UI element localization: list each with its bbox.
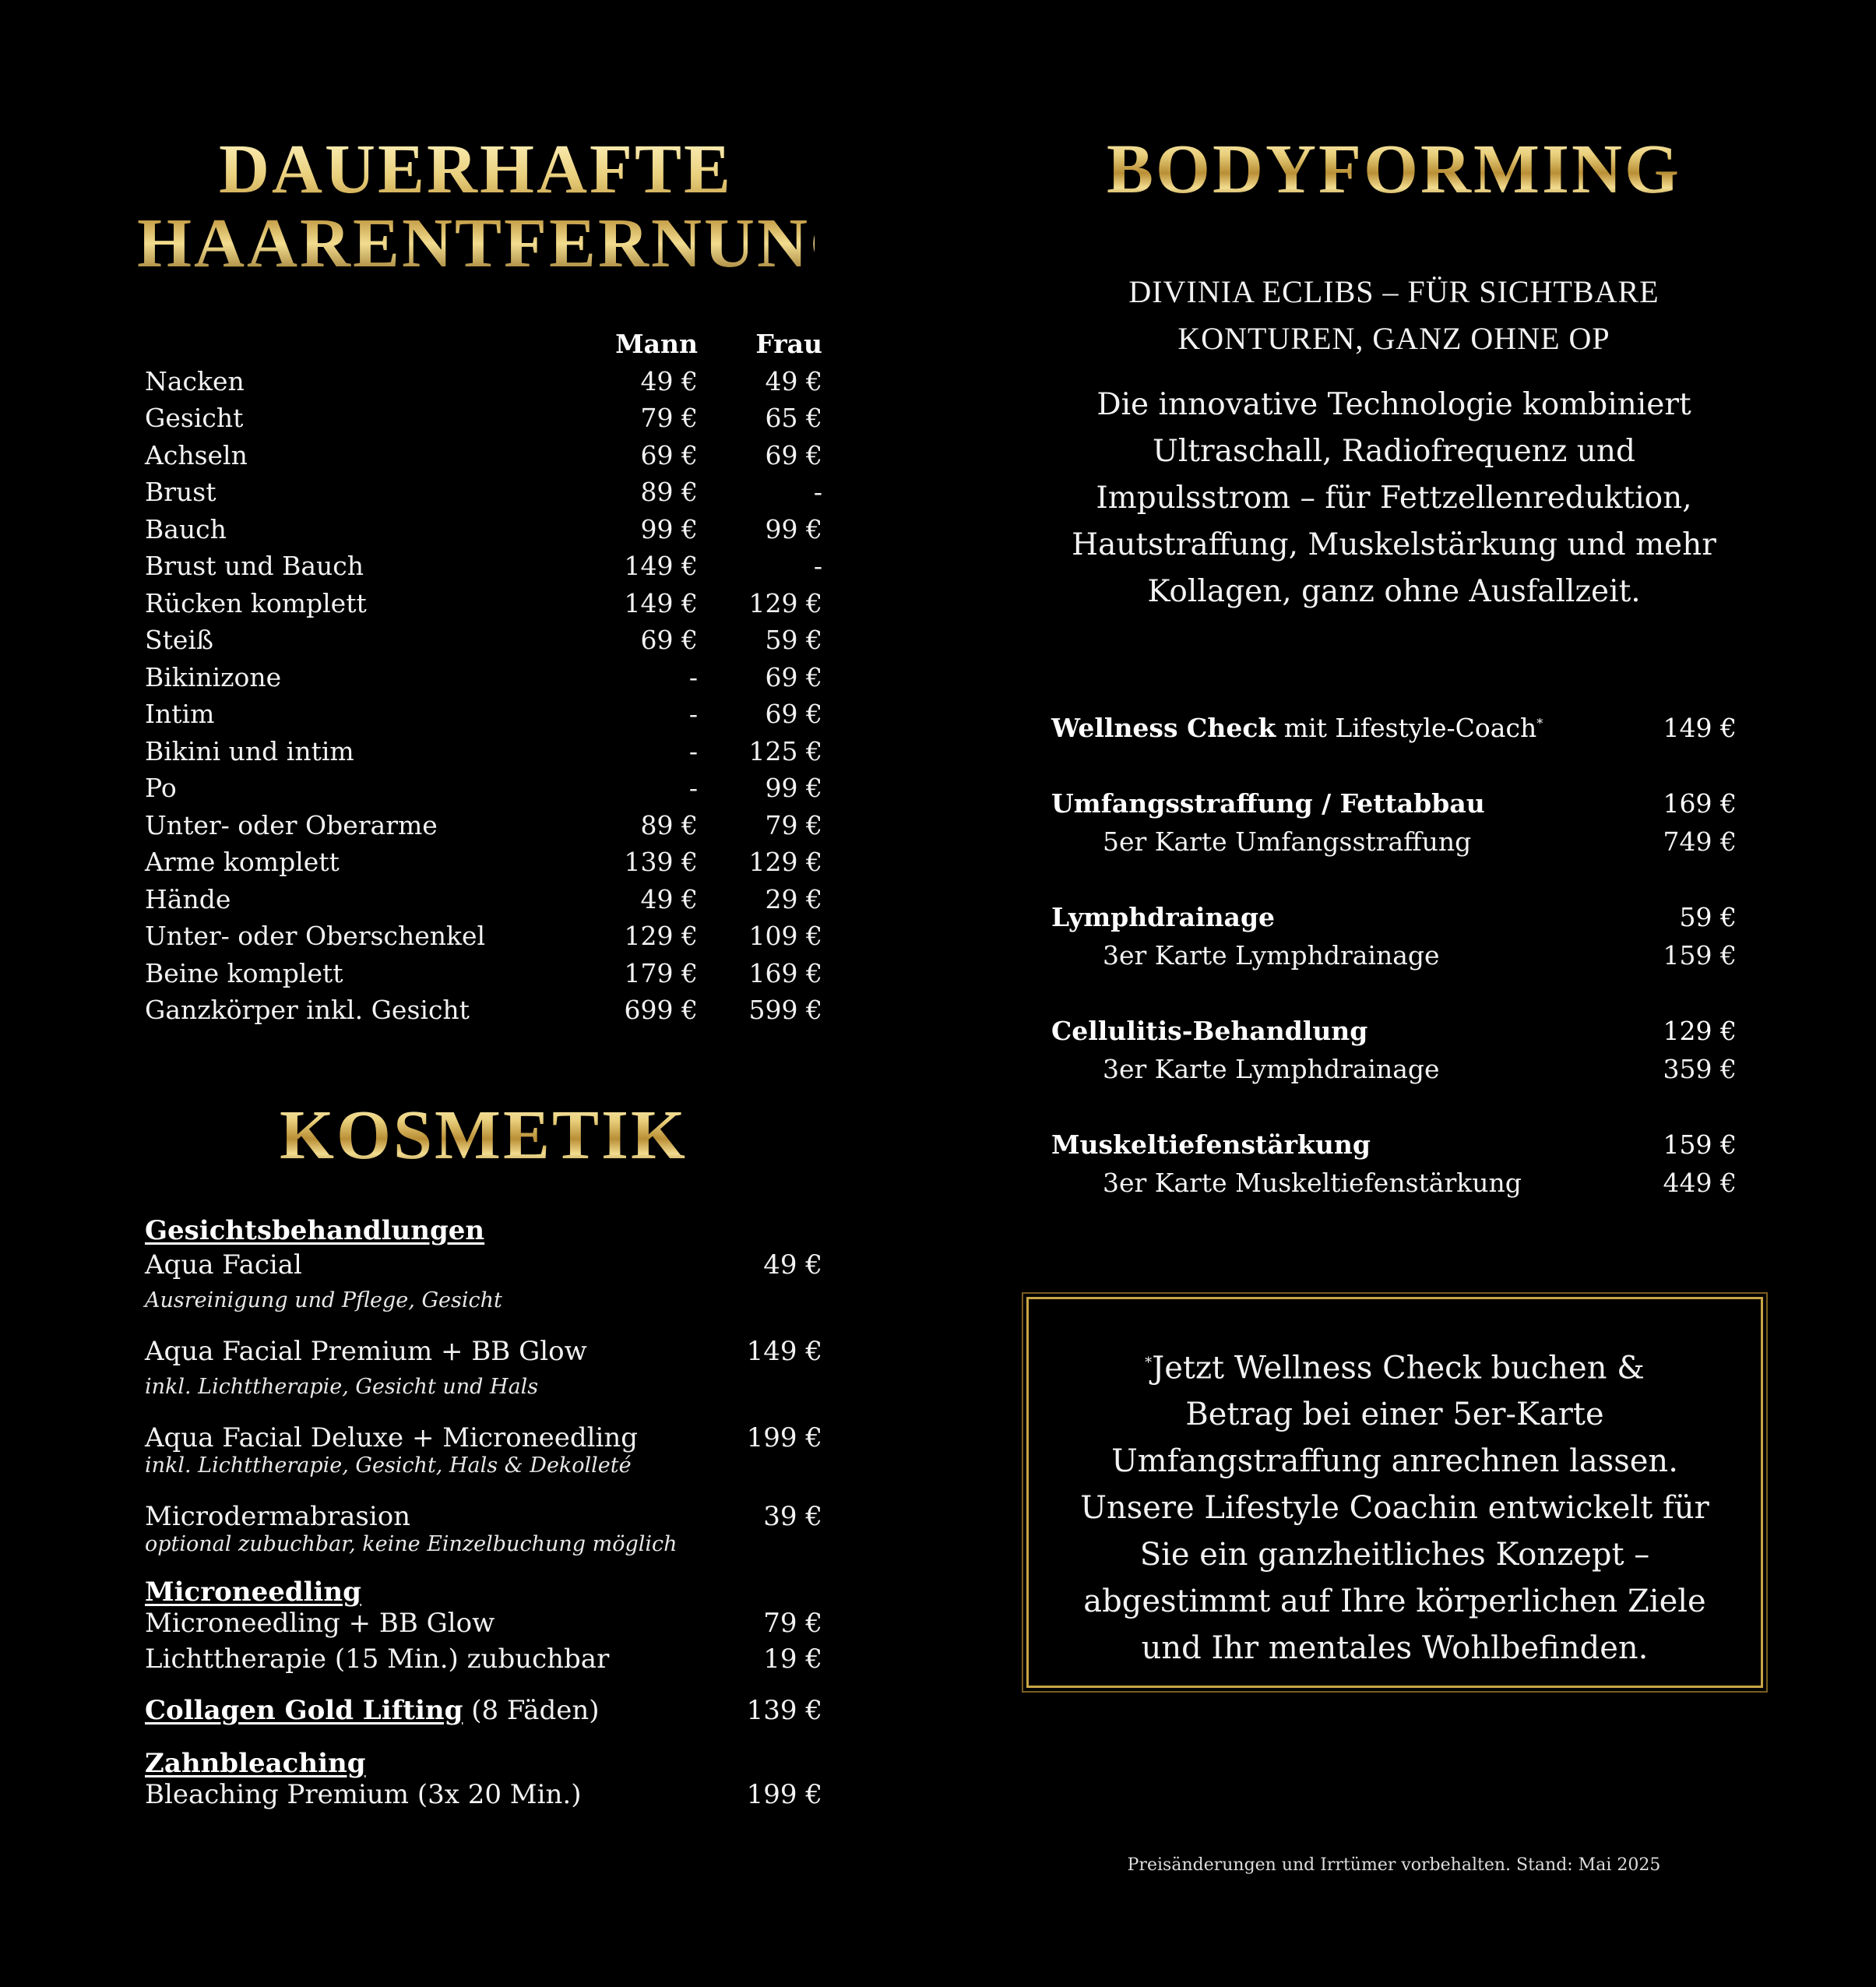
zone-cell: Beine komplett bbox=[145, 957, 343, 988]
table-row bbox=[145, 437, 822, 474]
category-collagen: Collagen Gold Lifting bbox=[145, 1695, 463, 1726]
table-header bbox=[145, 326, 822, 363]
zone-cell: Brust bbox=[145, 477, 216, 508]
price-frau-cell: 49 € bbox=[765, 365, 822, 396]
service-sub-name: 3er Karte Lymphdrainage bbox=[1103, 1054, 1440, 1084]
item-description: Ausreinigung und Pflege, Gesicht bbox=[145, 1288, 502, 1312]
list-item bbox=[145, 1501, 822, 1532]
price-mann-cell: - bbox=[688, 773, 698, 804]
bodyforming-price-list bbox=[1051, 709, 1737, 1202]
table-row bbox=[145, 511, 822, 548]
price-frau-cell: 65 € bbox=[765, 403, 822, 434]
table-row bbox=[145, 622, 822, 659]
zone-cell: Steiß bbox=[145, 625, 213, 656]
price-frau-cell: - bbox=[813, 477, 822, 508]
list-item bbox=[145, 1608, 822, 1639]
price-frau-cell: 109 € bbox=[748, 921, 822, 952]
price-mann-cell: - bbox=[688, 735, 698, 766]
price-frau-cell: 79 € bbox=[765, 809, 822, 840]
service-sub-price: 749 € bbox=[1663, 826, 1737, 857]
wellness-note-text bbox=[1026, 1340, 1763, 1672]
zone-cell: Hände bbox=[145, 883, 231, 914]
service-subrow bbox=[1051, 823, 1737, 861]
note-line bbox=[1026, 1578, 1763, 1625]
note-line bbox=[1026, 1485, 1763, 1531]
item-name: Microdermabrasion bbox=[145, 1501, 411, 1532]
bodyforming-title: BODYFORMING bbox=[1051, 132, 1737, 206]
footnote-mark: * bbox=[1145, 1355, 1153, 1371]
price-mann-cell: 149 € bbox=[624, 587, 698, 618]
footer-disclaimer: Preisänderungen und Irrtümer vorbehalten. Stand: Mai 2025 bbox=[1127, 1855, 1661, 1875]
price-frau-cell: 99 € bbox=[765, 513, 822, 544]
price-mann-cell: 89 € bbox=[640, 477, 698, 508]
subheading-line-1: DIVINIA ECLIBS – FÜR SICHTBARE bbox=[1128, 274, 1660, 309]
note-line bbox=[1026, 1340, 1763, 1391]
service-sub-price: 159 € bbox=[1663, 940, 1737, 971]
price-mann-cell: 179 € bbox=[624, 957, 698, 988]
subheading-line-2: KONTUREN, GANZ OHNE OP bbox=[1177, 321, 1610, 356]
item-price: 19 € bbox=[763, 1644, 822, 1675]
price-mann-cell: 99 € bbox=[640, 513, 698, 544]
service-price: 159 € bbox=[1663, 1129, 1737, 1160]
list-item bbox=[145, 1695, 822, 1726]
table-row bbox=[145, 474, 822, 511]
intro-line: Kollagen, ganz ohne Ausfallzeit. bbox=[1147, 574, 1641, 609]
haarentfernung-title bbox=[137, 131, 868, 282]
price-frau-cell: - bbox=[813, 551, 822, 582]
list-item bbox=[145, 1422, 822, 1453]
note-line bbox=[1026, 1391, 1763, 1438]
intro-line: Hautstraffung, Muskelstärkung und mehr bbox=[1072, 527, 1716, 562]
price-mann-cell: 699 € bbox=[624, 995, 698, 1026]
service-sub-price: 359 € bbox=[1663, 1054, 1737, 1084]
item-price: 149 € bbox=[746, 1336, 822, 1367]
item-price: 49 € bbox=[763, 1249, 822, 1281]
item-description: inkl. Lichttherapie, Gesicht, Hals & Dekolleté bbox=[145, 1453, 632, 1478]
header-mann: Mann bbox=[615, 329, 698, 360]
price-frau-cell: 599 € bbox=[748, 995, 822, 1026]
intro-line: Die innovative Technologie kombiniert bbox=[1096, 387, 1691, 422]
item-price: 139 € bbox=[746, 1695, 822, 1726]
zone-cell: Rücken komplett bbox=[145, 587, 367, 618]
kosmetik-title: KOSMETIK bbox=[145, 1098, 822, 1172]
table-row bbox=[145, 992, 822, 1029]
zone-cell: Intim bbox=[145, 699, 215, 730]
table-body bbox=[145, 363, 822, 1029]
item-price: 199 € bbox=[746, 1779, 822, 1810]
note-line-text: Sie ein ganzheitliches Konzept – bbox=[1139, 1537, 1650, 1573]
item-name: Microneedling + BB Glow bbox=[145, 1608, 495, 1639]
item-price: 39 € bbox=[763, 1501, 822, 1532]
bodyforming-intro bbox=[1051, 382, 1737, 615]
price-mann-cell: 79 € bbox=[640, 403, 698, 434]
service-price: 149 € bbox=[1663, 713, 1737, 743]
table-row bbox=[145, 881, 822, 918]
service-name: Muskeltiefenstärkung bbox=[1051, 1129, 1371, 1160]
service-name: Umfangsstraffung / Fettabbau bbox=[1051, 788, 1485, 819]
service-subrow bbox=[1051, 1164, 1737, 1202]
service-subrow bbox=[1051, 936, 1737, 974]
haarentfernung-price-table bbox=[145, 326, 822, 1029]
price-frau-cell: 125 € bbox=[748, 735, 822, 766]
item-description: inkl. Lichttherapie, Gesicht und Hals bbox=[145, 1375, 539, 1399]
note-line bbox=[1026, 1625, 1763, 1672]
item-name: Aqua Facial bbox=[145, 1249, 302, 1281]
price-mann-cell: - bbox=[688, 699, 698, 730]
list-item bbox=[145, 1644, 822, 1675]
note-line-text: Betrag bei einer 5er-Karte bbox=[1185, 1397, 1604, 1433]
footnote-mark: * bbox=[1536, 716, 1543, 731]
service-name: Lymphdrainage bbox=[1051, 902, 1276, 932]
item-price: 199 € bbox=[746, 1422, 822, 1453]
service-price: 169 € bbox=[1663, 788, 1737, 819]
category-microneedling: Microneedling bbox=[145, 1577, 361, 1608]
zone-cell: Bikini und intim bbox=[145, 735, 354, 766]
zone-cell: Unter- oder Oberarme bbox=[145, 809, 438, 840]
price-mann-cell: 89 € bbox=[640, 809, 698, 840]
zone-cell: Nacken bbox=[145, 365, 245, 396]
price-frau-cell: 29 € bbox=[765, 883, 822, 914]
service-subrow bbox=[1051, 1050, 1737, 1088]
service-price: 59 € bbox=[1679, 902, 1737, 932]
bodyforming-subheading bbox=[1051, 269, 1737, 362]
title-line-1: DAUERHAFTE bbox=[218, 131, 734, 208]
service-sub-name: 5er Karte Umfangsstraffung bbox=[1103, 826, 1472, 857]
item-description: optional zubuchbar, keine Einzelbuchung möglich bbox=[145, 1532, 678, 1556]
price-mann-cell: 69 € bbox=[640, 439, 698, 470]
list-item bbox=[145, 1249, 822, 1281]
price-frau-cell: 69 € bbox=[765, 661, 822, 692]
table-row bbox=[145, 770, 822, 807]
table-row bbox=[145, 955, 822, 992]
category-zahnbleaching: Zahnbleaching bbox=[145, 1748, 366, 1779]
service-sub-name: 3er Karte Muskeltiefenstärkung bbox=[1103, 1168, 1522, 1198]
zone-cell: Gesicht bbox=[145, 403, 244, 434]
price-mann-cell: 49 € bbox=[640, 365, 698, 396]
note-line-text: und Ihr mentales Wohlbefinden. bbox=[1141, 1630, 1649, 1667]
zone-cell: Achseln bbox=[145, 439, 248, 470]
intro-line: Impulsstrom – für Fettzellenreduktion, bbox=[1096, 481, 1692, 516]
service-name-extra: mit Lifestyle-Coach bbox=[1276, 713, 1537, 743]
price-frau-cell: 99 € bbox=[765, 773, 822, 804]
price-frau-cell: 59 € bbox=[765, 625, 822, 656]
price-frau-cell: 69 € bbox=[765, 439, 822, 470]
table-row bbox=[145, 733, 822, 770]
list-item bbox=[145, 1779, 822, 1810]
kosmetik-list bbox=[145, 1215, 822, 1810]
price-mann-cell: 129 € bbox=[624, 921, 698, 952]
item-name: Aqua Facial Premium + BB Glow bbox=[145, 1336, 587, 1367]
service-name: Wellness Check bbox=[1051, 713, 1276, 743]
service-row bbox=[1051, 784, 1737, 823]
table-row bbox=[145, 844, 822, 881]
service-price: 129 € bbox=[1663, 1016, 1737, 1046]
price-frau-cell: 129 € bbox=[748, 587, 822, 618]
table-row bbox=[145, 918, 822, 955]
price-frau-cell: 69 € bbox=[765, 699, 822, 730]
price-mann-cell: 69 € bbox=[640, 625, 698, 656]
price-mann-cell: 49 € bbox=[640, 883, 698, 914]
service-row bbox=[1051, 898, 1737, 936]
service-name: Cellulitis-Behandlung bbox=[1051, 1016, 1368, 1046]
zone-cell: Bikinizone bbox=[145, 661, 282, 692]
header-frau: Frau bbox=[755, 329, 822, 360]
table-row bbox=[145, 548, 822, 585]
price-mann-cell: - bbox=[688, 661, 698, 692]
list-item bbox=[145, 1336, 822, 1367]
zone-cell: Bauch bbox=[145, 513, 227, 544]
note-line-text: Umfangstraffung anrechnen lassen. bbox=[1111, 1443, 1678, 1480]
category-gesichtsbehandlungen: Gesichtsbehandlungen bbox=[145, 1215, 485, 1246]
title-line-2: HAARENTFERNUNG bbox=[137, 205, 868, 282]
note-line bbox=[1026, 1438, 1763, 1485]
table-row bbox=[145, 585, 822, 622]
service-row bbox=[1051, 1012, 1737, 1050]
table-row bbox=[145, 400, 822, 437]
table-row bbox=[145, 363, 822, 400]
zone-cell: Ganzkörper inkl. Gesicht bbox=[145, 995, 470, 1026]
price-mann-cell: 139 € bbox=[624, 847, 698, 878]
service-sub-name: 3er Karte Lymphdrainage bbox=[1103, 940, 1440, 971]
service-row bbox=[1051, 709, 1737, 747]
service-row bbox=[1051, 1126, 1737, 1164]
note-line-text: Jetzt Wellness Check buchen & bbox=[1152, 1350, 1645, 1386]
note-line-text: abgestimmt auf Ihre körperlichen Ziele bbox=[1083, 1584, 1706, 1620]
item-extra: (8 Fäden) bbox=[471, 1695, 600, 1726]
item-name: Aqua Facial Deluxe + Microneedling bbox=[145, 1422, 639, 1453]
service-sub-price: 449 € bbox=[1663, 1168, 1737, 1198]
table-row bbox=[145, 807, 822, 844]
price-frau-cell: 129 € bbox=[748, 847, 822, 878]
zone-cell: Unter- oder Oberschenkel bbox=[145, 921, 486, 952]
item-price: 79 € bbox=[763, 1608, 822, 1639]
zone-cell: Po bbox=[145, 773, 177, 804]
note-line bbox=[1026, 1531, 1763, 1578]
price-frau-cell: 169 € bbox=[748, 957, 822, 988]
intro-line: Ultraschall, Radiofrequenz und bbox=[1153, 434, 1635, 469]
item-name: Bleaching Premium (3x 20 Min.) bbox=[145, 1779, 582, 1810]
item-name: Lichttherapie (15 Min.) zubuchbar bbox=[145, 1644, 610, 1675]
zone-cell: Brust und Bauch bbox=[145, 551, 364, 582]
table-row bbox=[145, 659, 822, 696]
price-mann-cell: 149 € bbox=[624, 551, 698, 582]
zone-cell: Arme komplett bbox=[145, 847, 340, 878]
table-row bbox=[145, 696, 822, 733]
note-line-text: Unsere Lifestyle Coachin entwickelt für bbox=[1080, 1490, 1709, 1527]
